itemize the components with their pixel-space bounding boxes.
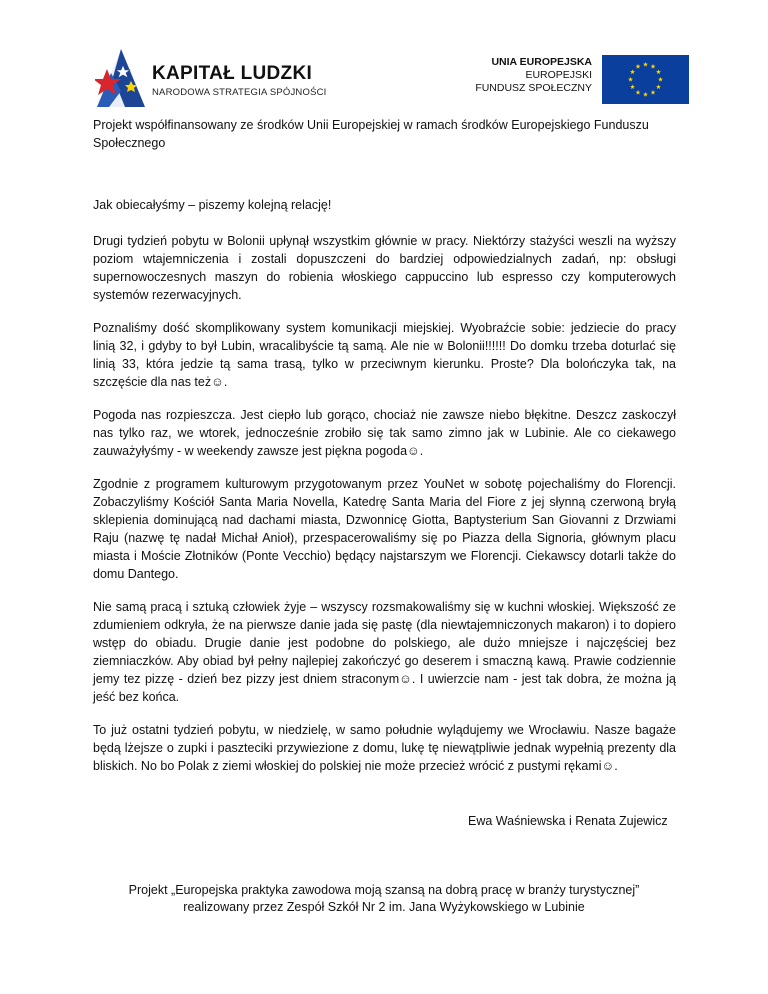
footer-line1: Projekt „Europejska praktyka zawodowa moją szansą na dobrą pracę w branży turystycznej” xyxy=(128,883,640,897)
kapital-ludzki-text xyxy=(152,64,327,98)
cofinancing-note: Projekt współfinansowany ze środków Unii Europejskiej w ramach środków Europejskiego Funduszu Społecznego xyxy=(93,118,649,150)
paragraph-return: To już ostatni tydzień pobytu, w niedzielę, w samo południe wylądujemy we Wrocławiu. Nasze bagaże będą lżejsze o zupki i paszteciki przywiezione z domu, lukę tę niewątpliwie jednak wypełnią prezenty dla bliskich. No bo Polak z ziemi włoskiej do polskiej nie może przecież wrócić z pustymi rękami☺. xyxy=(93,723,676,773)
article-body xyxy=(93,196,676,790)
footer-line2: realizowany przez Zespół Szkół Nr 2 im. Jana Wyżykowskiego w Lubinie xyxy=(183,900,585,914)
kapital-ludzki-title: KAPITAŁ LUDZKI xyxy=(152,63,313,84)
paragraph-transport: Poznaliśmy dość skomplikowany system komunikacji miejskiej. Wyobraźcie sobie: jedziecie do pracy linią 32, i gdyby to był Lubin, wracalibyście tą samą. Ale nie w Bolonii!!!!!! Do domku trzeba doturlać się linią 33, która jedzie tą sama trasą, tylko w przeciwnym kierunku. Proste? Dla bolończyka tak, na szczęście dla nas też☺. xyxy=(93,321,676,389)
eu-label-line3: FUNDUSZ SPOŁECZNY xyxy=(475,82,592,94)
eu-label-line1: UNIA EUROPEJSKA xyxy=(491,56,592,68)
intro-line: Jak obiecałyśmy – piszemy kolejną relację! xyxy=(93,198,332,212)
page-footer xyxy=(0,882,768,916)
paragraph-florence: Zgodnie z programem kulturowym przygotowanym przez YouNet w sobotę pojechaliśmy do Florencji. Zobaczyliśmy Kościół Santa Maria Novella, Katedrę Santa Maria del Fiore z jej słynną czerwoną bryłą sklepienia dominującą nad dachami miasta, Dzwonnicę Giotta, Baptysterium San Giovanni z Drzwiami Raju (nazwę tę nadał Michał Anioł), przespacerowaliśmy się po Piazza della Signoria, głównym placu miasta i Moście Złotników (Ponte Vecchio) będący najstarszym we Florencji. Ciekawscy dotarli także do domu Dantego. xyxy=(93,477,676,581)
kapital-ludzki-subtitle: NARODOWA STRATEGIA SPÓJNOŚCI xyxy=(152,87,327,98)
signature: Ewa Waśniewska i Renata Zujewicz xyxy=(468,814,668,828)
paragraph-weather: Pogoda nas rozpieszcza. Jest ciepło lub gorąco, chociaż nie zawsze niebo błękitne. Deszcz zaskoczył nas tylko raz, we wtorek, jednocześnie zrobiło się tak samo zimno jak w Lubinie. Ale co ciekawego zauważyłyśmy - w weekendy zawsze jest piękna pogoda☺. xyxy=(93,408,676,458)
page-header xyxy=(0,0,768,115)
kapital-ludzki-logo-icon xyxy=(95,47,147,109)
eu-flag-icon xyxy=(602,55,689,104)
paragraph-work: Drugi tydzień pobytu w Bolonii upłynął wszystkim głównie w pracy. Niektórzy stażyści weszli na wyższy poziom wtajemniczenia i zostali dopuszczeni do bardziej odpowiedzialnych zadań, np: obsługi supernowoczesnych maszyn do robienia włoskiego cappuccino lub espresso czy komputerowych systemów rezerwacyjnych. xyxy=(93,234,676,302)
eu-label-line2: EUROPEJSKI xyxy=(525,69,592,81)
eu-fund-label xyxy=(475,56,592,95)
paragraph-cuisine: Nie samą pracą i sztuką człowiek żyje – wszyscy rozsmakowaliśmy się w kuchni włoskiej. Większość ze zdumieniem odkryła, że na pierwsze danie jada się pastę (dla niewtajemniczonych makaron) i to dopiero wstęp do obiadu. Drugie danie jest podobne do polskiego, ale dużo mniejsze i najczęściej bez ziemniaczków. Aby obiad był pełny najlepiej zakończyć go deserem i smaczną kawą. Prawie codziennie jemy tez pizzę - dzień bez pizzy jest dniem straconym☺. I uwierzcie nam - jest tak dobra, że można ją jeść bez końca. xyxy=(93,600,676,704)
